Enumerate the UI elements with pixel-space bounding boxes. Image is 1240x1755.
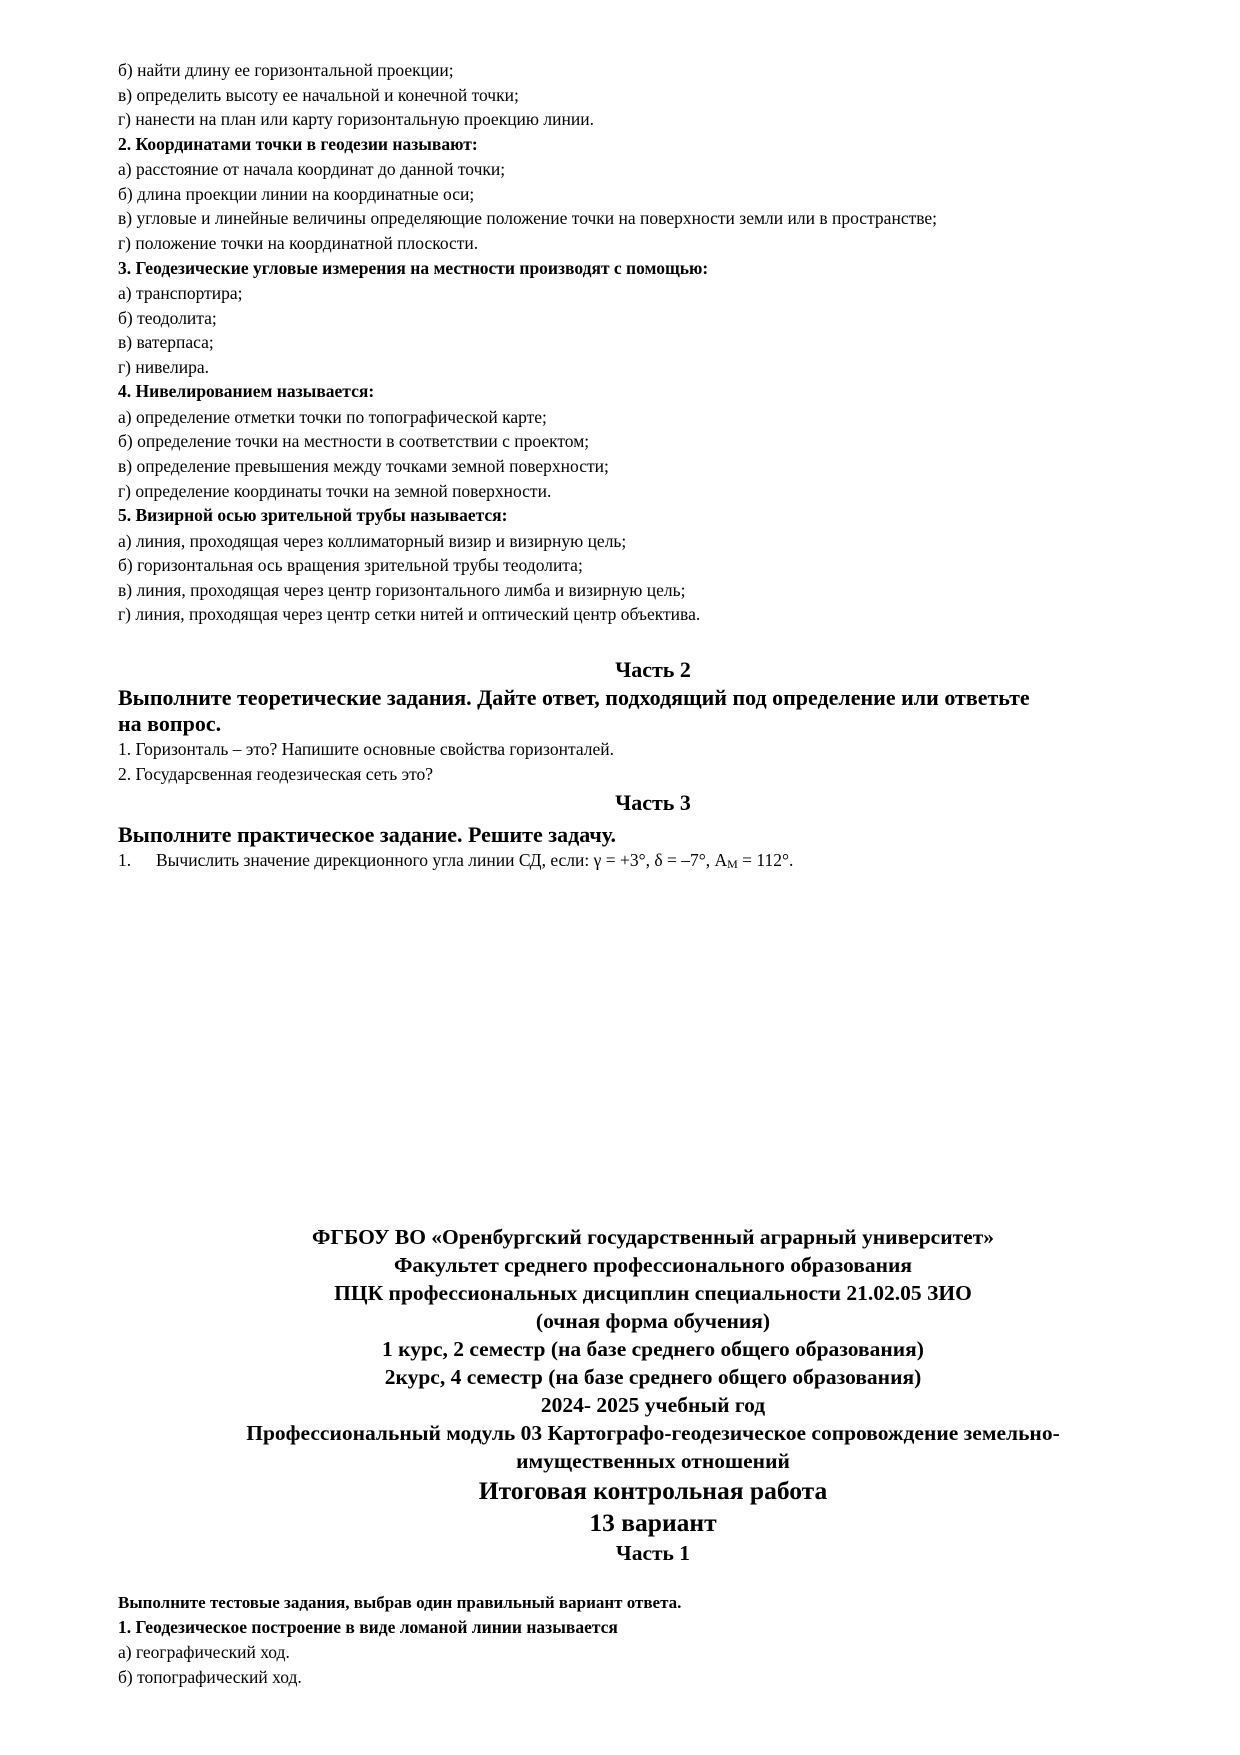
document-header	[118, 1223, 1188, 1567]
answer-option: в) угловые и линейные величины определяющие положение точки на поверхности земли или в пространстве;	[118, 208, 938, 229]
answer-option: в) определение превышения между точками земной поверхности;	[118, 455, 609, 476]
faculty-name: Факультет среднего профессионального образования	[393, 1253, 913, 1277]
department-name: ПЦК профессиональных дисциплин специальности 21.02.05 ЗИО	[334, 1281, 972, 1305]
answer-option: б) определение точки на местности в соответствии с проектом;	[118, 431, 590, 452]
task-text: Вычислить значение дирекционного угла линии СД, если: γ = +3°, δ = –7°, A	[156, 850, 728, 871]
question-title: 3. Геодезические угловые измерения на местности производят с помощью:	[118, 257, 709, 278]
course-semester-1: 1 курс, 2 семестр (на базе среднего общего образования)	[382, 1337, 924, 1361]
course-semester-2: 2курс, 4 семестр (на базе среднего общего образования)	[384, 1365, 922, 1389]
module-title-line-2: имущественных отношений	[516, 1449, 790, 1473]
answer-option: г) нивелира.	[118, 356, 210, 377]
question-2	[118, 132, 1188, 256]
answer-option: б) длина проекции линии на координатные оси;	[118, 183, 475, 204]
answer-option: а) транспортира;	[118, 282, 243, 303]
answer-option: г) определение координаты точки на земной поверхности.	[118, 480, 552, 501]
question-3	[118, 256, 1188, 380]
question-5	[118, 503, 1188, 627]
answer-option: а) географический ход.	[118, 1642, 290, 1663]
question-title: 2. Координатами точки в геодезии называют:	[118, 133, 478, 154]
task-subscript: М	[727, 857, 738, 872]
university-name: ФГБОУ ВО «Оренбургский государственный аграрный университет»	[311, 1225, 995, 1249]
practical-task	[118, 848, 1188, 877]
answer-option: в) линия, проходящая через центр горизонтального лимба и визирную цель;	[118, 579, 686, 600]
theory-task: 1. Горизонталь – это? Напишите основные свойства горизонталей.	[118, 738, 614, 759]
question-title: 4. Нивелированием называется:	[118, 381, 375, 402]
answer-option: б) топографический ход.	[118, 1667, 302, 1687]
answer-option: г) положение точки на координатной плоскости.	[118, 232, 479, 253]
module-title-line-1: Профессиональный модуль 03 Картографо-геодезическое сопровождение земельно-	[246, 1421, 1060, 1445]
task-tail: = 112°.	[737, 850, 794, 871]
part-1-heading: Часть 1	[615, 1541, 691, 1565]
answer-option: а) линия, проходящая через коллиматорный визир и визирную цель;	[118, 530, 627, 551]
part-2-section	[118, 655, 1188, 786]
part-3-section	[118, 788, 1188, 877]
part-2-instruction	[118, 685, 1188, 737]
answer-option: г) линия, проходящая через центр сетки нитей и оптический центр объектива.	[118, 604, 701, 625]
answer-option: в) определить высоту ее начальной и конечной точки;	[118, 84, 519, 105]
answer-option: б) найти длину ее горизонтальной проекции;	[118, 60, 454, 80]
instruction-line: Выполните теоретические задания. Дайте ответ, подходящий под определение или ответьте	[118, 684, 1030, 710]
answer-option: а) определение отметки точки по топографической карте;	[118, 406, 547, 427]
part-2-heading: Часть 2	[615, 656, 691, 682]
answer-option: г) нанести на план или карту горизонтальную проекцию линии.	[118, 109, 594, 130]
instruction-line: на вопрос.	[118, 710, 222, 736]
question-1-continuation	[118, 58, 1188, 132]
academic-year: 2024- 2025 учебный год	[540, 1393, 766, 1417]
question-title: 1. Геодезическое построение в виде ломаной линии называется	[118, 1617, 618, 1637]
theory-task: 2. Государсвенная геодезическая сеть это?	[118, 763, 434, 784]
question-4	[118, 379, 1188, 503]
document-page-top	[118, 58, 1188, 877]
part-3-instruction: Выполните практическое задание. Решите задачу.	[118, 822, 617, 848]
work-title: Итоговая контрольная работа	[478, 1476, 828, 1505]
part-3-heading: Часть 3	[615, 790, 691, 816]
part-1-section	[118, 1590, 1188, 1690]
answer-option: б) теодолита;	[118, 307, 217, 328]
part-1-instruction: Выполните тестовые задания, выбрав один правильный вариант ответа.	[118, 1593, 682, 1612]
answer-option: б) горизонтальная ось вращения зрительной трубы теодолита;	[118, 555, 583, 576]
question-title: 5. Визирной осью зрительной трубы называется:	[118, 505, 508, 526]
answer-option: а) расстояние от начала координат до данной точки;	[118, 159, 506, 180]
task-number: 1.	[118, 850, 132, 871]
answer-option: в) ватерпаса;	[118, 332, 214, 353]
study-form: (очная форма обучения)	[535, 1309, 771, 1333]
variant-number: 13 вариант	[589, 1508, 717, 1537]
